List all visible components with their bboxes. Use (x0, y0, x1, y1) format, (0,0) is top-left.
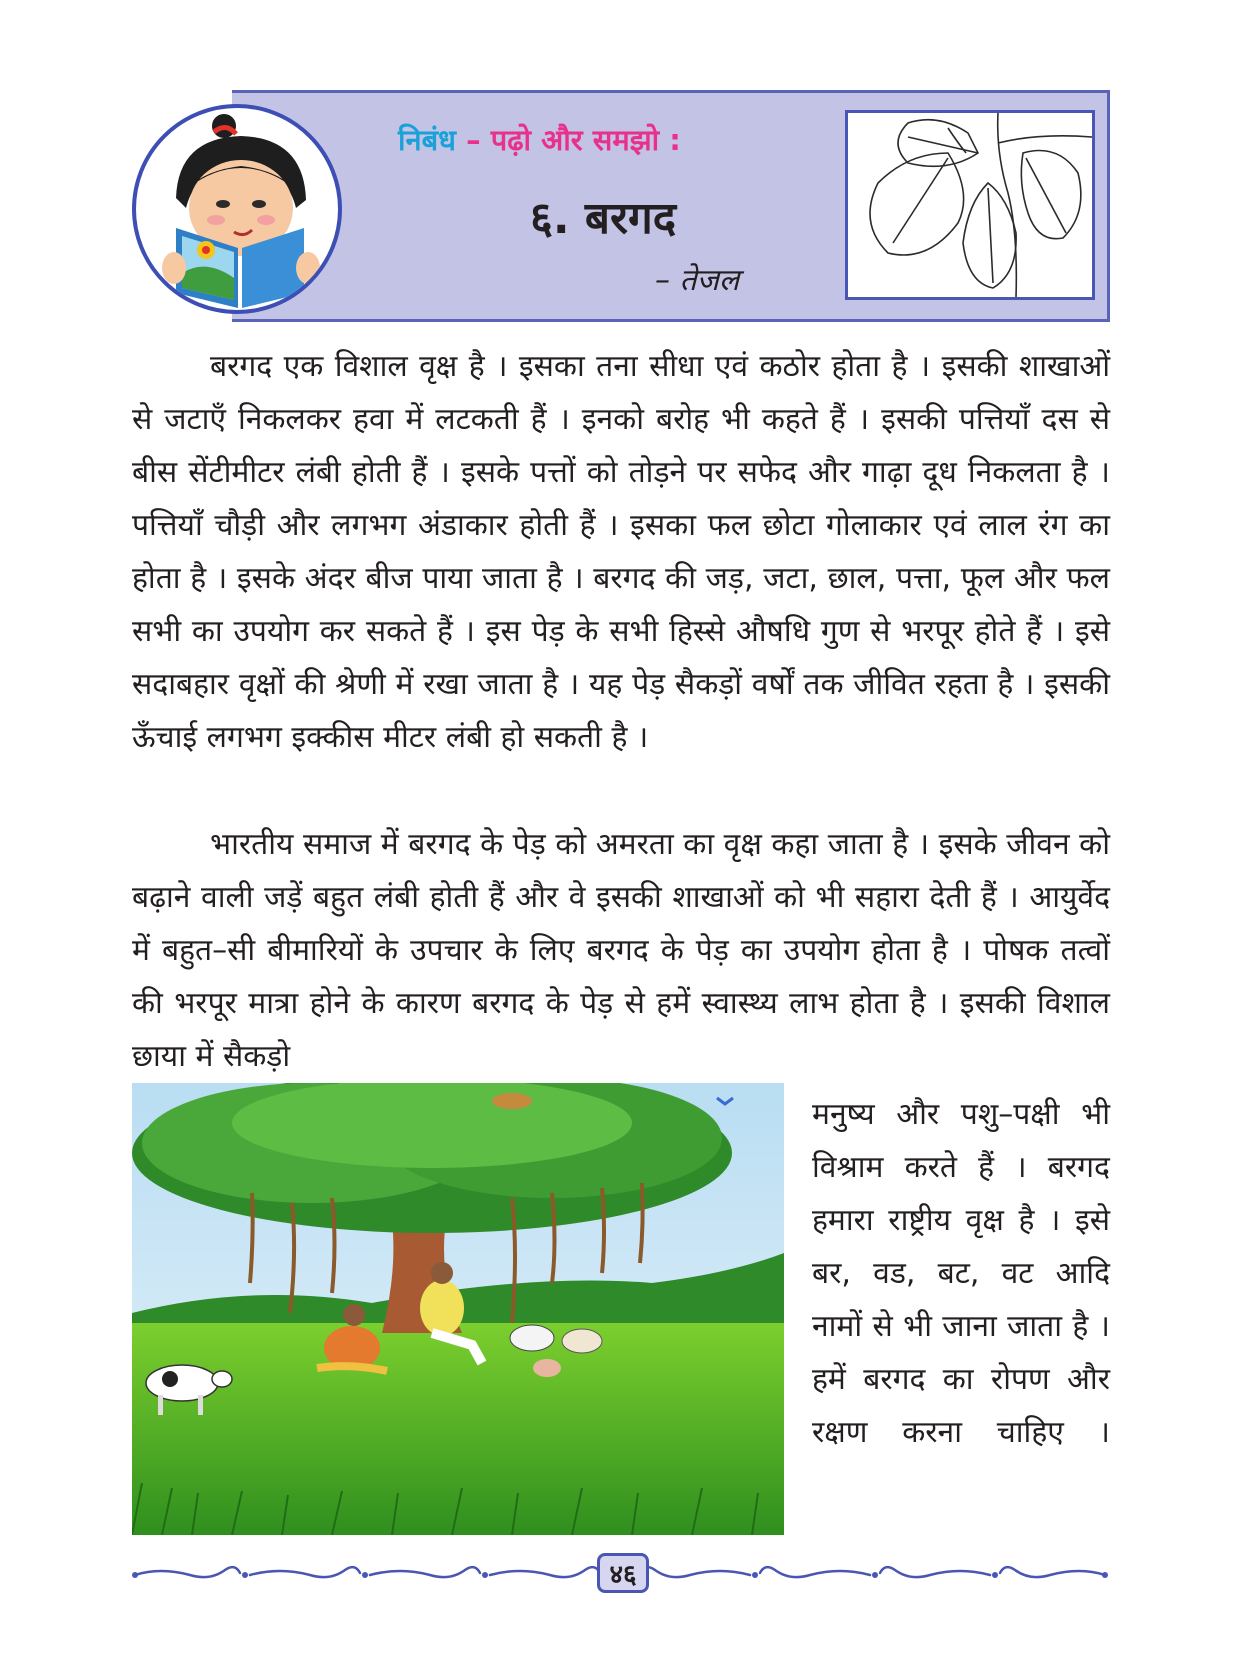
chapter-title: ६. बरगद (530, 193, 677, 244)
kicker-genre: निबंध (398, 123, 457, 157)
author-name: – तेजल (655, 263, 740, 298)
kicker-subtitle: – पढ़ो और समझो : (466, 123, 681, 157)
side-paragraph: मनुष्य और पशु–पक्षी भी विश्राम करते हैं । बरगद हमारा राष्ट्रीय वृक्ष है । इसे बर, वड, बट, वट आदि नामों से भी जाना जाता है । हमें बरगद का रोपण और रक्षण करना चाहिए । (812, 1097, 1110, 1450)
paragraph-1: बरगद एक विशाल वृक्ष है । इसका तना सीधा एवं कठोर होता है । इसकी शाखाओं से जटाएँ निकलकर हवा में लटकती हैं । इनको बरोह भी कहते हैं । इसकी पत्तियाँ दस से बीस सेंटीमीटर लंबी होती हैं । इसके पत्तों को तोड़ने पर सफेद और गाढ़ा दूध निकलता है । पत्तियाँ चौड़ी और लगभग अंडाकार होती हैं । इसका फल छोटा गोलाकार एवं लाल रंग का होता है । इसके अंदर बीज पाया जाता है । बरगद की जड़, जटा, छाल, पत्ता, फूल और फल सभी का उपयोग कर सकते हैं । इस पेड़ के सभी हिस्से औषधि गुण से भरपूर होते हैं । इसे सदाबहार वृक्षों की श्रेणी में रखा जाता है । यह पेड़ सैकड़ों वर्षों तक जीवित रहता है । इसकी ऊँचाई लगभग इक्कीस मीटर लंबी हो सकती है । (132, 349, 1110, 755)
page-number: ४६ (597, 1553, 649, 1593)
girl-reading-illustration (132, 104, 342, 314)
banyan-tree-scene (132, 1083, 784, 1535)
section-kicker (398, 120, 681, 159)
banyan-leaves-sketch (845, 110, 1095, 300)
paragraph-2: भारतीय समाज में बरगद के पेड़ को अमरता का वृक्ष कहा जाता है । इसके जीवन को बढ़ाने वाली जड़ें बहुत लंबी होती हैं और वे इसकी शाखाओं को भी सहारा देती हैं । आयुर्वेद में बहुत–सी बीमारियों के उपचार के लिए बरगद के पेड़ का उपयोग होता है । पोषक तत्वों की भरपूर मात्रा होने के कारण बरगद के पेड़ से हमें स्वास्थ्य लाभ होता है । इसकी विशाल छाया में सैकड़ो (132, 827, 1110, 1074)
